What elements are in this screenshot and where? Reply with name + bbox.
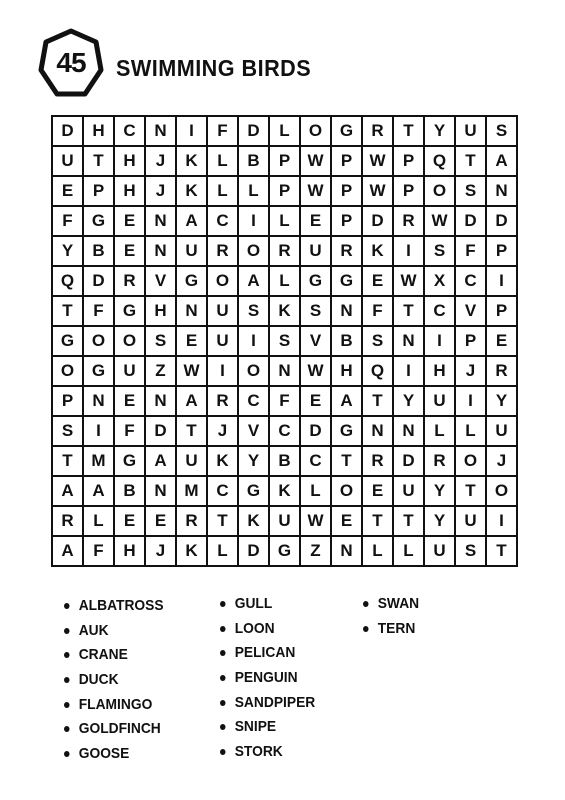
grid-cell[interactable]: H xyxy=(115,147,146,177)
word-list-item xyxy=(64,645,164,670)
grid-cell[interactable]: C xyxy=(208,477,239,507)
grid-cell[interactable]: E xyxy=(146,507,177,537)
grid-cell[interactable]: P xyxy=(394,177,425,207)
grid-cell[interactable]: P xyxy=(487,237,518,267)
grid-cell[interactable]: Q xyxy=(425,147,456,177)
bullet-icon xyxy=(220,626,226,632)
bullet-icon xyxy=(64,677,70,683)
grid-cell[interactable]: G xyxy=(84,357,115,387)
grid-cell[interactable]: E xyxy=(332,507,363,537)
grid-cell[interactable]: L xyxy=(301,477,332,507)
grid-cell[interactable]: S xyxy=(456,537,487,567)
grid-cell[interactable]: K xyxy=(208,447,239,477)
grid-cell[interactable]: E xyxy=(115,387,146,417)
bullet-icon xyxy=(64,751,70,757)
grid-cell[interactable]: T xyxy=(456,147,487,177)
word-label: GOLDFINCH xyxy=(78,720,161,738)
grid-cell[interactable]: U xyxy=(208,297,239,327)
word-list-item xyxy=(220,594,315,619)
grid-cell[interactable]: U xyxy=(53,147,84,177)
grid-cell[interactable]: M xyxy=(84,447,115,477)
grid-cell[interactable]: E xyxy=(301,207,332,237)
grid-cell[interactable]: J xyxy=(487,447,518,477)
grid-cell[interactable]: N xyxy=(270,357,301,387)
grid-cell[interactable]: U xyxy=(208,327,239,357)
grid-cell[interactable]: J xyxy=(146,537,177,567)
grid-cell[interactable]: Q xyxy=(363,357,394,387)
grid-cell[interactable]: L xyxy=(456,417,487,447)
grid-cell[interactable]: O xyxy=(53,357,84,387)
grid-cell[interactable]: E xyxy=(115,507,146,537)
grid-cell[interactable]: S xyxy=(239,297,270,327)
grid-cell[interactable]: S xyxy=(363,327,394,357)
grid-cell[interactable]: G xyxy=(115,447,146,477)
grid-cell[interactable]: A xyxy=(487,147,518,177)
grid-cell[interactable]: I xyxy=(394,237,425,267)
grid-cell[interactable]: W xyxy=(394,267,425,297)
word-list-item xyxy=(64,596,164,621)
grid-cell[interactable]: J xyxy=(208,417,239,447)
word-label: LOON xyxy=(234,619,275,637)
grid-cell[interactable]: P xyxy=(487,297,518,327)
grid-cell[interactable]: U xyxy=(487,417,518,447)
grid-cell[interactable]: J xyxy=(146,147,177,177)
grid-cell[interactable]: L xyxy=(208,147,239,177)
grid-cell[interactable]: G xyxy=(84,207,115,237)
grid-cell[interactable]: L xyxy=(208,177,239,207)
grid-cell[interactable]: B xyxy=(115,477,146,507)
grid-cell[interactable]: D xyxy=(487,207,518,237)
grid-cell[interactable]: C xyxy=(456,267,487,297)
grid-cell[interactable]: K xyxy=(177,177,208,207)
grid-cell[interactable]: D xyxy=(84,267,115,297)
grid-cell[interactable]: K xyxy=(239,507,270,537)
word-label: GULL xyxy=(234,595,273,612)
grid-cell[interactable]: O xyxy=(239,237,270,267)
grid-cell[interactable]: B xyxy=(239,147,270,177)
word-label: GOOSE xyxy=(78,745,130,763)
word-list-column xyxy=(363,594,424,643)
puzzle-title: SWIMMING BIRDS xyxy=(116,55,312,81)
bullet-icon xyxy=(220,650,226,656)
grid-cell[interactable]: U xyxy=(425,387,456,417)
grid-cell[interactable]: D xyxy=(239,117,270,147)
grid-cell[interactable]: D xyxy=(363,207,394,237)
grid-cell[interactable]: U xyxy=(301,237,332,267)
grid-cell[interactable]: A xyxy=(146,447,177,477)
word-label: CRANE xyxy=(78,646,128,664)
grid-cell[interactable]: N xyxy=(146,207,177,237)
grid-cell[interactable]: B xyxy=(270,447,301,477)
bullet-icon xyxy=(220,700,226,706)
grid-cell[interactable]: S xyxy=(146,327,177,357)
grid-cell[interactable]: R xyxy=(332,237,363,267)
grid-cell[interactable]: F xyxy=(363,297,394,327)
grid-cell[interactable]: S xyxy=(425,237,456,267)
grid-cell[interactable]: N xyxy=(332,297,363,327)
word-list-item xyxy=(64,670,164,695)
bullet-icon xyxy=(220,675,226,681)
word-list-column xyxy=(64,596,172,769)
puzzle-number: 45 xyxy=(56,47,86,78)
grid-cell[interactable]: O xyxy=(115,327,146,357)
grid-cell[interactable]: R xyxy=(208,237,239,267)
grid-cell[interactable]: C xyxy=(425,297,456,327)
grid-cell[interactable]: D xyxy=(146,417,177,447)
grid-cell[interactable]: C xyxy=(301,447,332,477)
grid-cell[interactable]: N xyxy=(146,237,177,267)
grid-cell[interactable]: V xyxy=(456,297,487,327)
grid-cell[interactable]: L xyxy=(84,507,115,537)
puzzle-number-badge xyxy=(38,28,104,98)
grid-cell[interactable]: G xyxy=(332,417,363,447)
word-search-grid xyxy=(51,115,518,567)
bullet-icon xyxy=(64,603,70,609)
grid-cell[interactable]: V xyxy=(239,417,270,447)
grid-cell[interactable]: V xyxy=(301,327,332,357)
bullet-icon xyxy=(220,724,226,730)
grid-cell[interactable]: L xyxy=(270,207,301,237)
grid-cell[interactable]: R xyxy=(363,447,394,477)
grid-cell[interactable]: O xyxy=(239,357,270,387)
grid-cell[interactable]: U xyxy=(177,447,208,477)
grid-cell[interactable]: U xyxy=(177,237,208,267)
grid-cell[interactable]: A xyxy=(332,387,363,417)
grid-cell[interactable]: K xyxy=(270,477,301,507)
grid-cell[interactable]: P xyxy=(84,177,115,207)
grid-cell[interactable]: K xyxy=(363,237,394,267)
word-list-item xyxy=(363,594,419,619)
grid-cell[interactable]: A xyxy=(53,477,84,507)
word-label: TERN xyxy=(377,619,416,637)
word-list-item xyxy=(220,619,315,644)
grid-cell[interactable]: N xyxy=(146,387,177,417)
grid-cell[interactable]: I xyxy=(239,207,270,237)
word-list-item xyxy=(64,744,164,769)
grid-cell[interactable]: L xyxy=(363,537,394,567)
grid-cell[interactable]: W xyxy=(301,177,332,207)
grid-cell[interactable]: M xyxy=(177,477,208,507)
grid-cell[interactable]: Y xyxy=(487,387,518,417)
grid-cell[interactable]: S xyxy=(301,297,332,327)
grid-cell[interactable]: E xyxy=(301,387,332,417)
grid-cell[interactable]: N xyxy=(146,477,177,507)
grid-cell[interactable]: E xyxy=(363,267,394,297)
grid-cell[interactable]: S xyxy=(270,327,301,357)
word-label: SWAN xyxy=(377,595,420,612)
grid-cell[interactable]: I xyxy=(394,357,425,387)
word-list-item xyxy=(220,742,315,767)
bullet-icon xyxy=(363,626,369,632)
grid-cell[interactable]: J xyxy=(456,357,487,387)
grid-cell[interactable]: D xyxy=(394,447,425,477)
word-list-item xyxy=(64,695,164,720)
grid-cell[interactable]: T xyxy=(363,507,394,537)
grid-cell[interactable]: P xyxy=(270,177,301,207)
grid-cell[interactable]: I xyxy=(208,357,239,387)
grid-cell[interactable]: G xyxy=(332,267,363,297)
grid-cell[interactable]: P xyxy=(332,177,363,207)
grid-cell[interactable]: W xyxy=(301,507,332,537)
grid-cell[interactable]: A xyxy=(177,207,208,237)
grid-cell[interactable]: Y xyxy=(425,507,456,537)
grid-cell[interactable]: T xyxy=(394,117,425,147)
word-label: STORK xyxy=(234,743,283,761)
word-list-item xyxy=(220,717,315,742)
word-list-item xyxy=(220,643,315,668)
bullet-icon xyxy=(363,601,369,607)
word-label: SANDPIPER xyxy=(234,693,316,711)
grid-cell[interactable]: Q xyxy=(53,267,84,297)
grid-cell[interactable]: W xyxy=(177,357,208,387)
grid-cell[interactable]: K xyxy=(270,297,301,327)
grid-cell[interactable]: G xyxy=(177,267,208,297)
grid-cell[interactable]: I xyxy=(84,417,115,447)
grid-cell[interactable]: Y xyxy=(425,117,456,147)
grid-cell[interactable]: E xyxy=(115,207,146,237)
grid-cell[interactable]: L xyxy=(270,117,301,147)
grid-cell[interactable]: W xyxy=(425,207,456,237)
grid-cell[interactable]: C xyxy=(270,417,301,447)
word-label: ALBATROSS xyxy=(78,597,164,614)
grid-cell[interactable]: H xyxy=(115,537,146,567)
grid-cell[interactable]: T xyxy=(394,297,425,327)
grid-cell[interactable]: N xyxy=(332,537,363,567)
grid-cell[interactable]: I xyxy=(456,387,487,417)
bullet-icon xyxy=(220,749,226,755)
grid-cell[interactable]: W xyxy=(301,357,332,387)
grid-cell[interactable]: W xyxy=(301,147,332,177)
grid-cell[interactable]: F xyxy=(84,537,115,567)
grid-cell[interactable]: W xyxy=(363,177,394,207)
word-label: FLAMINGO xyxy=(78,695,153,713)
grid-cell[interactable]: S xyxy=(456,177,487,207)
grid-cell[interactable]: G xyxy=(301,267,332,297)
grid-cell[interactable]: E xyxy=(177,327,208,357)
grid-cell[interactable]: Z xyxy=(146,357,177,387)
grid-cell[interactable]: P xyxy=(332,207,363,237)
grid-cell[interactable]: T xyxy=(456,477,487,507)
grid-cell[interactable]: G xyxy=(332,117,363,147)
grid-cell[interactable]: E xyxy=(53,177,84,207)
word-list-item xyxy=(363,619,419,644)
grid-cell[interactable]: U xyxy=(270,507,301,537)
grid-cell[interactable]: U xyxy=(115,357,146,387)
word-label: PENGUIN xyxy=(234,669,298,687)
grid-cell[interactable]: H xyxy=(115,177,146,207)
grid-cell[interactable]: Y xyxy=(239,447,270,477)
grid-cell[interactable]: N xyxy=(394,417,425,447)
grid-cell[interactable]: P xyxy=(270,147,301,177)
grid-cell[interactable]: F xyxy=(115,417,146,447)
grid-cell[interactable]: E xyxy=(115,237,146,267)
grid-cell[interactable]: T xyxy=(84,147,115,177)
grid-cell[interactable]: L xyxy=(239,177,270,207)
bullet-icon xyxy=(64,628,70,634)
grid-cell[interactable]: O xyxy=(301,117,332,147)
grid-cell[interactable]: L xyxy=(394,537,425,567)
grid-cell[interactable]: L xyxy=(208,537,239,567)
grid-cell[interactable]: D xyxy=(456,207,487,237)
grid-cell[interactable]: R xyxy=(115,267,146,297)
grid-cell[interactable]: C xyxy=(208,207,239,237)
grid-cell[interactable]: N xyxy=(394,327,425,357)
grid-cell[interactable]: O xyxy=(487,477,518,507)
grid-cell[interactable]: N xyxy=(84,387,115,417)
grid-cell[interactable]: T xyxy=(394,507,425,537)
grid-cell[interactable]: C xyxy=(239,387,270,417)
grid-cell[interactable]: W xyxy=(363,147,394,177)
grid-cell[interactable]: O xyxy=(332,477,363,507)
grid-cell[interactable]: F xyxy=(270,387,301,417)
grid-cell[interactable]: R xyxy=(487,357,518,387)
grid-cell[interactable]: H xyxy=(425,357,456,387)
bullet-icon xyxy=(64,702,70,708)
grid-cell[interactable]: S xyxy=(53,417,84,447)
grid-cell[interactable]: Y xyxy=(394,387,425,417)
grid-cell[interactable]: Y xyxy=(425,477,456,507)
grid-cell[interactable]: P xyxy=(332,147,363,177)
grid-cell[interactable]: E xyxy=(487,327,518,357)
grid-cell[interactable]: R xyxy=(425,447,456,477)
grid-cell[interactable]: F xyxy=(208,117,239,147)
word-list-item xyxy=(220,693,315,718)
grid-cell[interactable]: H xyxy=(146,297,177,327)
grid-cell[interactable]: O xyxy=(208,267,239,297)
grid-cell[interactable]: R xyxy=(363,117,394,147)
grid-cell[interactable]: K xyxy=(177,147,208,177)
grid-cell[interactable]: H xyxy=(84,117,115,147)
grid-cell[interactable]: H xyxy=(332,357,363,387)
grid-cell[interactable]: I xyxy=(487,267,518,297)
grid-cell[interactable]: Z xyxy=(301,537,332,567)
grid-cell[interactable]: R xyxy=(177,507,208,537)
grid-cell[interactable]: P xyxy=(394,147,425,177)
word-list-item xyxy=(220,668,315,693)
grid-cell[interactable]: U xyxy=(394,477,425,507)
bullet-icon xyxy=(64,726,70,732)
grid-cell[interactable]: X xyxy=(425,267,456,297)
grid-cell[interactable]: A xyxy=(53,537,84,567)
grid-cell[interactable]: I xyxy=(425,327,456,357)
grid-cell[interactable]: G xyxy=(115,297,146,327)
grid-cell[interactable]: G xyxy=(270,537,301,567)
bullet-icon xyxy=(220,601,226,607)
grid-cell[interactable]: L xyxy=(425,417,456,447)
grid-cell[interactable]: G xyxy=(53,327,84,357)
grid-cell[interactable]: I xyxy=(487,507,518,537)
grid-cell[interactable]: A xyxy=(239,267,270,297)
word-list-item xyxy=(64,621,164,646)
grid-cell[interactable]: V xyxy=(146,267,177,297)
grid-cell[interactable]: I xyxy=(177,117,208,147)
word-label: AUK xyxy=(78,621,109,639)
grid-cell[interactable]: I xyxy=(239,327,270,357)
grid-cell[interactable]: F xyxy=(456,237,487,267)
grid-cell[interactable]: T xyxy=(177,417,208,447)
grid-cell[interactable]: T xyxy=(332,447,363,477)
bullet-icon xyxy=(64,652,70,658)
grid-cell[interactable]: O xyxy=(425,177,456,207)
grid-cell[interactable]: R xyxy=(394,207,425,237)
grid-cell[interactable]: A xyxy=(177,387,208,417)
grid-cell[interactable]: G xyxy=(239,477,270,507)
grid-cell[interactable]: J xyxy=(146,177,177,207)
grid-cell[interactable]: R xyxy=(208,387,239,417)
word-list-item xyxy=(64,719,164,744)
grid-cell[interactable]: T xyxy=(208,507,239,537)
grid-cell[interactable]: K xyxy=(177,537,208,567)
grid-cell[interactable]: D xyxy=(239,537,270,567)
grid-cell[interactable]: N xyxy=(487,177,518,207)
grid-cell[interactable]: R xyxy=(53,507,84,537)
grid-cell[interactable]: U xyxy=(425,537,456,567)
grid-cell[interactable]: O xyxy=(456,447,487,477)
grid-cell[interactable]: B xyxy=(332,327,363,357)
grid-cell[interactable]: R xyxy=(270,237,301,267)
grid-cell[interactable]: O xyxy=(84,327,115,357)
grid-cell[interactable]: N xyxy=(363,417,394,447)
grid-cell[interactable]: D xyxy=(53,117,84,147)
word-label: PELICAN xyxy=(234,644,296,662)
grid-cell[interactable]: C xyxy=(115,117,146,147)
grid-cell[interactable]: N xyxy=(177,297,208,327)
word-label: SNIPE xyxy=(234,718,277,736)
grid-cell[interactable]: N xyxy=(146,117,177,147)
grid-cell[interactable]: B xyxy=(84,237,115,267)
word-list-column xyxy=(220,594,324,767)
word-label: DUCK xyxy=(78,671,119,689)
grid-cell[interactable]: Y xyxy=(53,237,84,267)
grid-cell[interactable]: T xyxy=(487,537,518,567)
grid-cell[interactable]: P xyxy=(53,387,84,417)
grid-cell[interactable]: U xyxy=(456,507,487,537)
grid-cell[interactable]: T xyxy=(53,447,84,477)
grid-cell[interactable]: F xyxy=(84,297,115,327)
grid-cell[interactable]: U xyxy=(456,117,487,147)
grid-cell[interactable]: D xyxy=(301,417,332,447)
grid-cell[interactable]: T xyxy=(363,387,394,417)
grid-cell[interactable]: F xyxy=(53,207,84,237)
grid-cell[interactable]: E xyxy=(363,477,394,507)
grid-cell[interactable]: A xyxy=(84,477,115,507)
grid-cell[interactable]: T xyxy=(53,297,84,327)
grid-cell[interactable]: L xyxy=(270,267,301,297)
grid-cell[interactable]: P xyxy=(456,327,487,357)
grid-cell[interactable]: S xyxy=(487,117,518,147)
